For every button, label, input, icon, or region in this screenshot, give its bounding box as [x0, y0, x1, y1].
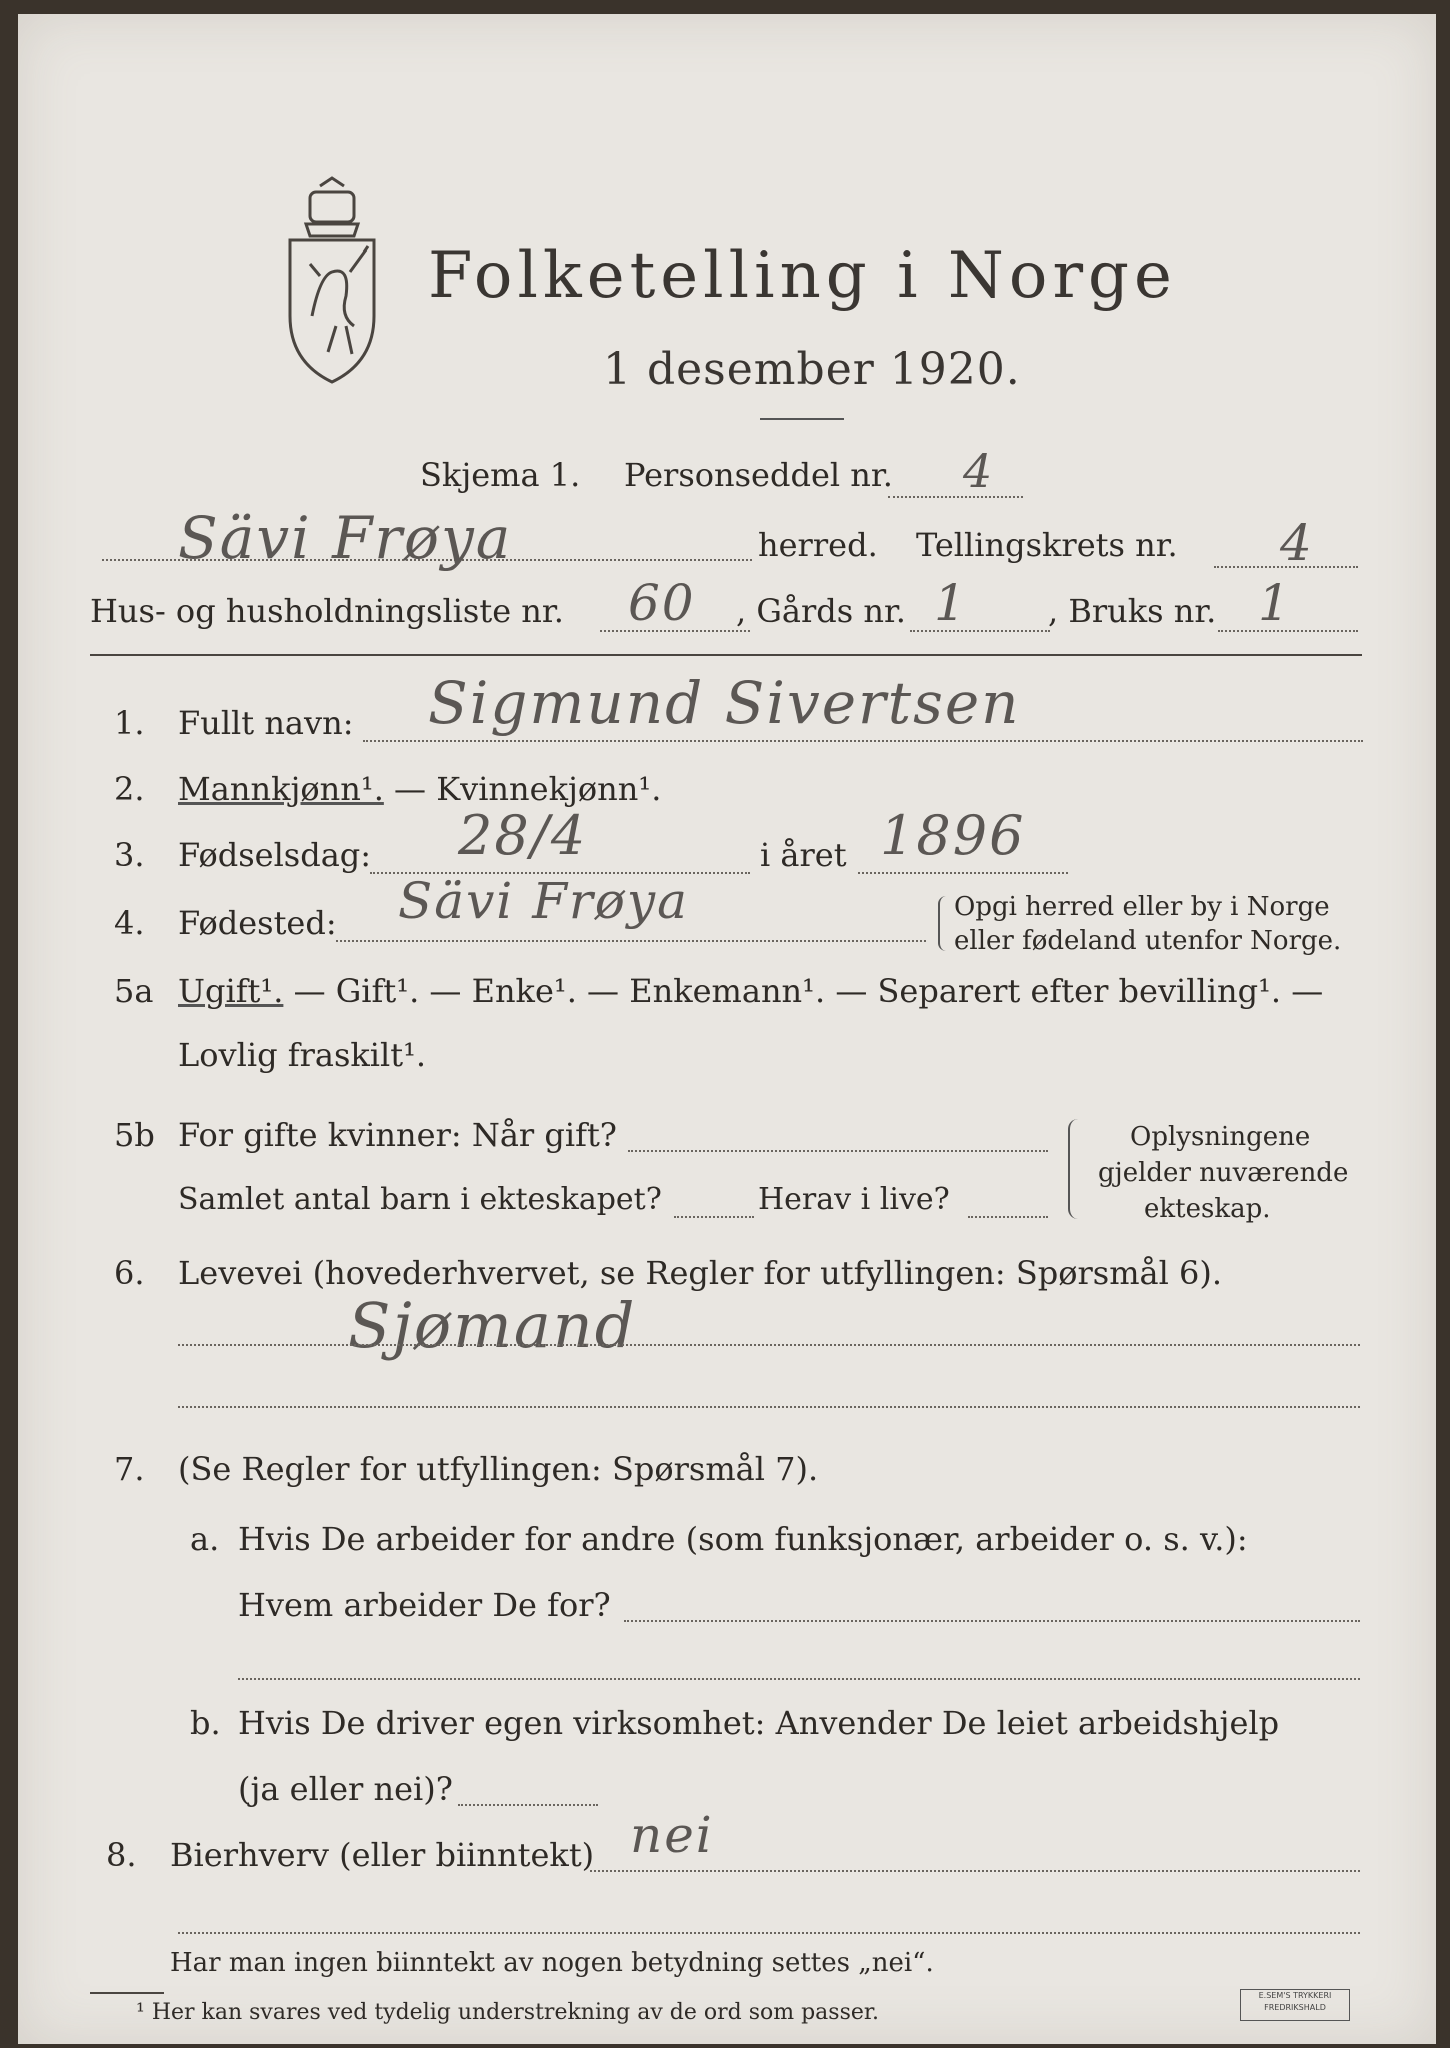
- q1-value[interactable]: Sigmund Sivertsen: [428, 669, 1021, 737]
- q1-line: [363, 740, 1363, 742]
- q7-number: 7.: [114, 1450, 145, 1488]
- q6-label: Levevei (hovederhvervet, se Regler for utfyllingen: Spørsmål 6).: [178, 1254, 1223, 1292]
- q3-number: 3.: [114, 836, 145, 874]
- q5a-number: 5a: [114, 972, 154, 1010]
- q4-note-line2: eller fødeland utenfor Norge.: [954, 926, 1342, 956]
- form-title: Folketelling i Norge: [428, 239, 1177, 313]
- bruks-label: , Bruks nr.: [1048, 592, 1217, 630]
- q1-label: Fullt navn:: [178, 704, 354, 742]
- q5a-ugift-option[interactable]: Ugift¹.: [178, 972, 284, 1010]
- q7b-number: b.: [190, 1704, 221, 1742]
- q4-note-line1: Opgi herred eller by i Norge: [954, 892, 1330, 922]
- q5a-options: [178, 972, 1323, 1010]
- q3-label: Fødselsdag:: [178, 836, 372, 874]
- q5b-children-label: Samlet antal barn i ekteskapet?: [178, 1182, 662, 1217]
- personseddel-label: Personseddel nr.: [624, 456, 893, 494]
- tellingskrets-value[interactable]: 4: [1280, 514, 1314, 572]
- hus-label: Hus- og husholdningsliste nr.: [90, 592, 564, 630]
- q8-line2: [178, 1932, 1360, 1934]
- q1-number: 1.: [114, 704, 145, 742]
- q7b-answer-line[interactable]: [458, 1804, 598, 1806]
- personseddel-value[interactable]: 4: [963, 444, 995, 498]
- tellingskrets-label: Tellingskrets nr.: [916, 526, 1178, 564]
- q8-line: [590, 1870, 1360, 1872]
- q5b-married-line[interactable]: [628, 1150, 1048, 1152]
- q8-value[interactable]: nei: [630, 1806, 714, 1864]
- q3-value[interactable]: 28/4: [458, 804, 588, 867]
- bruks-value[interactable]: 1: [1258, 574, 1292, 632]
- printer-stamp: [1240, 1989, 1350, 2021]
- q5b-children-line[interactable]: [674, 1216, 754, 1218]
- census-form-page: [18, 14, 1436, 2044]
- q5b-note-bracket: [1068, 1119, 1086, 1219]
- q6-line1: [178, 1344, 1360, 1346]
- q4-note-bracket: [938, 896, 950, 951]
- q7a-employer-line2[interactable]: [238, 1678, 1360, 1680]
- q5b-note-line3: ekteskap.: [1144, 1194, 1271, 1224]
- q5a-other-options[interactable]: — Gift¹. — Enke¹. — Enkemann¹. — Separert efter bevilling¹. —: [283, 972, 1324, 1010]
- q7a-question: Hvis De arbeider for andre (som funksjonær, arbeider o. s. v.):: [238, 1520, 1248, 1558]
- q7-label: (Se Regler for utfyllingen: Spørsmål 7).: [178, 1450, 819, 1488]
- footnote-rule: [90, 1992, 164, 1994]
- q6-number: 6.: [114, 1254, 145, 1292]
- q7a-employer-label: Hvem arbeider De for?: [238, 1586, 611, 1624]
- hus-value[interactable]: 60: [628, 574, 696, 632]
- herred-value[interactable]: Sävi Frøya: [178, 504, 513, 572]
- footnote: ¹ Her kan svares ved tydelig understrekning av de ord som passer.: [136, 2000, 879, 2025]
- q7b-answer-label: (ja eller nei)?: [238, 1770, 453, 1808]
- skjema-label: Skjema 1.: [420, 456, 581, 494]
- q4-label: Fødested:: [178, 904, 337, 942]
- q2-options: [178, 770, 661, 808]
- title-divider: [760, 418, 844, 420]
- q5b-alive-label: Herav i live?: [758, 1182, 950, 1217]
- q7a-employer-line[interactable]: [624, 1620, 1360, 1622]
- q5a-fraskilt-option[interactable]: Lovlig fraskilt¹.: [178, 1036, 427, 1074]
- q5b-number: 5b: [114, 1116, 155, 1154]
- q5b-note-line2: gjelder nuværende: [1098, 1158, 1349, 1188]
- q2-number: 2.: [114, 770, 145, 808]
- census-date: 1 desember 1920.: [603, 344, 1021, 395]
- gards-line: [910, 630, 1050, 632]
- gards-value[interactable]: 1: [934, 574, 968, 632]
- q4-number: 4.: [114, 904, 145, 942]
- q4-value[interactable]: Sävi Frøya: [398, 872, 689, 930]
- q2-male-option[interactable]: Mannkjønn¹.: [178, 770, 384, 808]
- q8-label: Bierhverv (eller biinntekt): [170, 1836, 595, 1874]
- q5b-married-label: For gifte kvinner: Når gift?: [178, 1116, 617, 1154]
- herred-label: herred.: [758, 526, 878, 564]
- q6-line2: [178, 1406, 1360, 1408]
- q5b-note-line1: Oplysningene: [1130, 1122, 1311, 1152]
- footer-note: Har man ingen biinntekt av nogen betydning settes „nei“.: [170, 1948, 934, 1978]
- q5b-alive-line[interactable]: [968, 1216, 1048, 1218]
- norway-coat-of-arms-icon: [280, 176, 384, 386]
- gards-label: , Gårds nr.: [736, 592, 906, 630]
- q4-line: [336, 940, 926, 942]
- q3-year-label: i året: [760, 836, 847, 874]
- q2-separator: —: [383, 770, 437, 808]
- q6-value[interactable]: Sjømand: [348, 1289, 637, 1362]
- q3-year-line: [858, 872, 1068, 874]
- header-rule: [90, 654, 1362, 656]
- q3-year-value[interactable]: 1896: [880, 804, 1026, 867]
- q2-female-option[interactable]: Kvinnekjønn¹.: [436, 770, 662, 808]
- printer-name: E.SEM'S TRYKKERI: [1258, 1991, 1332, 2000]
- q8-number: 8.: [106, 1836, 137, 1874]
- personseddel-line: [888, 496, 1023, 498]
- q7a-number: a.: [190, 1520, 220, 1558]
- printer-city: FREDRIKSHALD: [1264, 2003, 1326, 2012]
- q7b-question: Hvis De driver egen virksomhet: Anvender De leiet arbeidshjelp: [238, 1704, 1280, 1742]
